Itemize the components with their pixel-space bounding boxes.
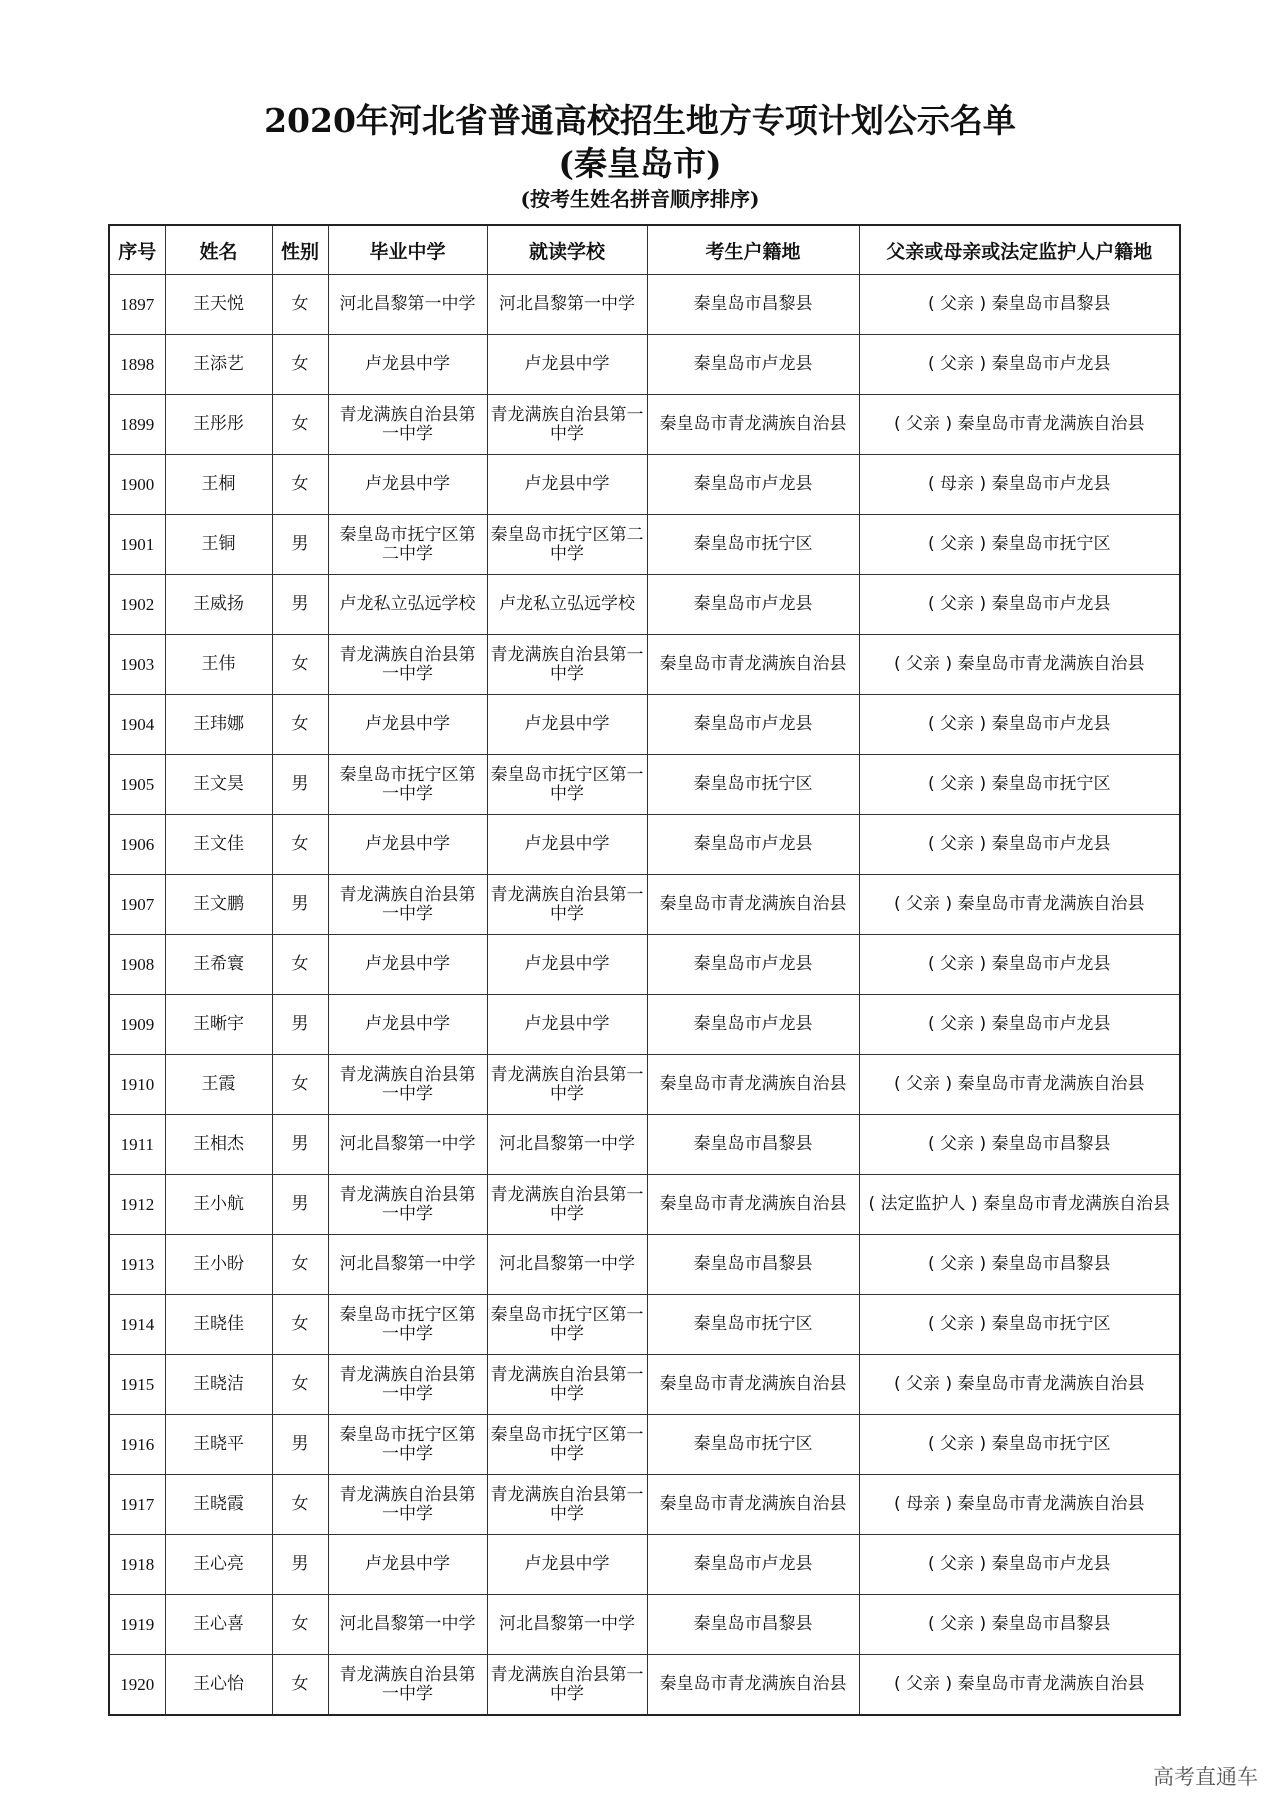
cell-current-school: 青龙满族自治县第一中学	[487, 395, 647, 455]
cell-no: 1900	[109, 455, 165, 515]
cell-name: 王天悦	[165, 275, 272, 335]
cell-gender: 女	[272, 1655, 328, 1716]
cell-guardian-hukou: ( 父亲 ) 秦皇岛市抚宁区	[859, 755, 1180, 815]
cell-grad-school: 青龙满族自治县第一中学	[328, 1475, 487, 1535]
cell-gender: 男	[272, 1175, 328, 1235]
cell-grad-school: 青龙满族自治县第一中学	[328, 395, 487, 455]
cell-guardian-hukou: ( 父亲 ) 秦皇岛市昌黎县	[859, 275, 1180, 335]
cell-hukou: 秦皇岛市卢龙县	[647, 935, 859, 995]
cell-no: 1907	[109, 875, 165, 935]
cell-hukou: 秦皇岛市卢龙县	[647, 455, 859, 515]
cell-current-school: 卢龙县中学	[487, 1535, 647, 1595]
cell-current-school: 卢龙县中学	[487, 815, 647, 875]
table-row	[109, 1175, 1180, 1235]
cell-name: 王文昊	[165, 755, 272, 815]
cell-grad-school: 青龙满族自治县第一中学	[328, 1175, 487, 1235]
table-row	[109, 995, 1180, 1055]
cell-no: 1918	[109, 1535, 165, 1595]
cell-grad-school: 青龙满族自治县第一中学	[328, 1055, 487, 1115]
cell-guardian-hukou: ( 父亲 ) 秦皇岛市青龙满族自治县	[859, 635, 1180, 695]
table-row	[109, 335, 1180, 395]
table-row	[109, 515, 1180, 575]
cell-name: 王霞	[165, 1055, 272, 1115]
cell-current-school: 卢龙县中学	[487, 335, 647, 395]
cell-hukou: 秦皇岛市青龙满族自治县	[647, 395, 859, 455]
cell-grad-school: 秦皇岛市抚宁区第一中学	[328, 1295, 487, 1355]
cell-name: 王晓霞	[165, 1475, 272, 1535]
cell-current-school: 秦皇岛市抚宁区第一中学	[487, 755, 647, 815]
cell-current-school: 秦皇岛市抚宁区第二中学	[487, 515, 647, 575]
cell-gender: 女	[272, 455, 328, 515]
cell-grad-school: 河北昌黎第一中学	[328, 275, 487, 335]
cell-current-school: 秦皇岛市抚宁区第一中学	[487, 1295, 647, 1355]
cell-grad-school: 河北昌黎第一中学	[328, 1595, 487, 1655]
cell-name: 王桐	[165, 455, 272, 515]
cell-hukou: 秦皇岛市抚宁区	[647, 515, 859, 575]
cell-grad-school: 河北昌黎第一中学	[328, 1235, 487, 1295]
cell-grad-school: 青龙满族自治县第一中学	[328, 1655, 487, 1716]
cell-no: 1908	[109, 935, 165, 995]
cell-current-school: 卢龙私立弘远学校	[487, 575, 647, 635]
cell-guardian-hukou: ( 父亲 ) 秦皇岛市卢龙县	[859, 995, 1180, 1055]
cell-current-school: 河北昌黎第一中学	[487, 1235, 647, 1295]
page-subtitle: (秦皇岛市)	[558, 144, 722, 183]
cell-gender: 男	[272, 995, 328, 1055]
table-row	[109, 455, 1180, 515]
cell-grad-school: 卢龙县中学	[328, 695, 487, 755]
table-row	[109, 1655, 1180, 1716]
table-row	[109, 275, 1180, 335]
cell-hukou: 秦皇岛市青龙满族自治县	[647, 1355, 859, 1415]
cell-grad-school: 卢龙县中学	[328, 995, 487, 1055]
cell-hukou: 秦皇岛市昌黎县	[647, 275, 859, 335]
cell-grad-school: 卢龙县中学	[328, 935, 487, 995]
cell-hukou: 秦皇岛市卢龙县	[647, 1535, 859, 1595]
cell-current-school: 青龙满族自治县第一中学	[487, 1175, 647, 1235]
cell-no: 1898	[109, 335, 165, 395]
table-row	[109, 395, 1180, 455]
cell-guardian-hukou: ( 父亲 ) 秦皇岛市卢龙县	[859, 815, 1180, 875]
cell-hukou: 秦皇岛市卢龙县	[647, 815, 859, 875]
cell-name: 王伟	[165, 635, 272, 695]
cell-no: 1917	[109, 1475, 165, 1535]
cell-grad-school: 青龙满族自治县第一中学	[328, 875, 487, 935]
cell-name: 王小航	[165, 1175, 272, 1235]
cell-gender: 女	[272, 695, 328, 755]
col-header-current-school: 就读学校	[487, 225, 647, 275]
cell-gender: 男	[272, 1415, 328, 1475]
cell-guardian-hukou: ( 父亲 ) 秦皇岛市昌黎县	[859, 1235, 1180, 1295]
cell-name: 王心亮	[165, 1535, 272, 1595]
cell-name: 王晓洁	[165, 1355, 272, 1415]
table-row	[109, 1115, 1180, 1175]
cell-guardian-hukou: ( 父亲 ) 秦皇岛市卢龙县	[859, 695, 1180, 755]
table-row	[109, 1235, 1180, 1295]
cell-name: 王小盼	[165, 1235, 272, 1295]
cell-no: 1899	[109, 395, 165, 455]
cell-name: 王相杰	[165, 1115, 272, 1175]
table-row	[109, 755, 1180, 815]
cell-no: 1912	[109, 1175, 165, 1235]
cell-hukou: 秦皇岛市青龙满族自治县	[647, 1655, 859, 1716]
cell-no: 1910	[109, 1055, 165, 1115]
cell-hukou: 秦皇岛市昌黎县	[647, 1235, 859, 1295]
cell-name: 王添艺	[165, 335, 272, 395]
cell-no: 1903	[109, 635, 165, 695]
cell-no: 1920	[109, 1655, 165, 1716]
cell-hukou: 秦皇岛市青龙满族自治县	[647, 1475, 859, 1535]
cell-name: 王文鹏	[165, 875, 272, 935]
cell-current-school: 青龙满族自治县第一中学	[487, 1055, 647, 1115]
table-row	[109, 1055, 1180, 1115]
cell-hukou: 秦皇岛市抚宁区	[647, 755, 859, 815]
table-row	[109, 1535, 1180, 1595]
cell-hukou: 秦皇岛市昌黎县	[647, 1115, 859, 1175]
col-header-grad-school: 毕业中学	[328, 225, 487, 275]
cell-grad-school: 秦皇岛市抚宁区第一中学	[328, 1415, 487, 1475]
cell-hukou: 秦皇岛市青龙满族自治县	[647, 635, 859, 695]
cell-grad-school: 卢龙县中学	[328, 455, 487, 515]
cell-guardian-hukou: ( 父亲 ) 秦皇岛市昌黎县	[859, 1115, 1180, 1175]
cell-grad-school: 卢龙县中学	[328, 335, 487, 395]
cell-gender: 女	[272, 815, 328, 875]
table-row	[109, 875, 1180, 935]
col-header-no: 序号	[109, 225, 165, 275]
cell-guardian-hukou: ( 父亲 ) 秦皇岛市青龙满族自治县	[859, 1655, 1180, 1716]
cell-hukou: 秦皇岛市昌黎县	[647, 1595, 859, 1655]
cell-guardian-hukou: ( 父亲 ) 秦皇岛市青龙满族自治县	[859, 1055, 1180, 1115]
cell-no: 1911	[109, 1115, 165, 1175]
cell-no: 1915	[109, 1355, 165, 1415]
cell-gender: 男	[272, 1535, 328, 1595]
table-row	[109, 1355, 1180, 1415]
sort-note: (按考生姓名拼音顺序排序)	[520, 187, 760, 211]
cell-grad-school: 秦皇岛市抚宁区第一中学	[328, 755, 487, 815]
cell-current-school: 青龙满族自治县第一中学	[487, 635, 647, 695]
col-header-guardian-hukou: 父亲或母亲或法定监护人户籍地	[859, 225, 1180, 275]
cell-guardian-hukou: ( 法定监护人 ) 秦皇岛市青龙满族自治县	[859, 1175, 1180, 1235]
cell-hukou: 秦皇岛市卢龙县	[647, 575, 859, 635]
roster-body	[109, 275, 1180, 1716]
cell-gender: 男	[272, 515, 328, 575]
cell-current-school: 卢龙县中学	[487, 995, 647, 1055]
cell-hukou: 秦皇岛市抚宁区	[647, 1415, 859, 1475]
cell-current-school: 卢龙县中学	[487, 455, 647, 515]
cell-name: 王彤彤	[165, 395, 272, 455]
cell-guardian-hukou: ( 父亲 ) 秦皇岛市抚宁区	[859, 1295, 1180, 1355]
cell-gender: 女	[272, 1355, 328, 1415]
cell-guardian-hukou: ( 父亲 ) 秦皇岛市卢龙县	[859, 335, 1180, 395]
cell-name: 王心怡	[165, 1655, 272, 1716]
table-row	[109, 1415, 1180, 1475]
cell-guardian-hukou: ( 父亲 ) 秦皇岛市昌黎县	[859, 1595, 1180, 1655]
cell-gender: 女	[272, 935, 328, 995]
cell-current-school: 青龙满族自治县第一中学	[487, 1355, 647, 1415]
cell-current-school: 青龙满族自治县第一中学	[487, 1655, 647, 1716]
cell-no: 1906	[109, 815, 165, 875]
cell-current-school: 卢龙县中学	[487, 935, 647, 995]
cell-grad-school: 青龙满族自治县第一中学	[328, 635, 487, 695]
cell-grad-school: 青龙满族自治县第一中学	[328, 1355, 487, 1415]
cell-hukou: 秦皇岛市卢龙县	[647, 335, 859, 395]
cell-name: 王威扬	[165, 575, 272, 635]
cell-guardian-hukou: ( 父亲 ) 秦皇岛市青龙满族自治县	[859, 395, 1180, 455]
cell-hukou: 秦皇岛市青龙满族自治县	[647, 875, 859, 935]
cell-guardian-hukou: ( 父亲 ) 秦皇岛市卢龙县	[859, 935, 1180, 995]
cell-current-school: 青龙满族自治县第一中学	[487, 1475, 647, 1535]
cell-grad-school: 卢龙县中学	[328, 815, 487, 875]
cell-gender: 女	[272, 1595, 328, 1655]
cell-no: 1904	[109, 695, 165, 755]
cell-no: 1914	[109, 1295, 165, 1355]
table-row	[109, 635, 1180, 695]
cell-gender: 男	[272, 1115, 328, 1175]
cell-name: 王铜	[165, 515, 272, 575]
cell-grad-school: 河北昌黎第一中学	[328, 1115, 487, 1175]
cell-name: 王心喜	[165, 1595, 272, 1655]
cell-guardian-hukou: ( 父亲 ) 秦皇岛市卢龙县	[859, 1535, 1180, 1595]
roster-table	[108, 224, 1181, 1716]
cell-guardian-hukou: ( 父亲 ) 秦皇岛市抚宁区	[859, 515, 1180, 575]
cell-grad-school: 秦皇岛市抚宁区第二中学	[328, 515, 487, 575]
cell-no: 1919	[109, 1595, 165, 1655]
cell-hukou: 秦皇岛市青龙满族自治县	[647, 1175, 859, 1235]
cell-no: 1897	[109, 275, 165, 335]
table-row	[109, 1475, 1180, 1535]
cell-current-school: 卢龙县中学	[487, 695, 647, 755]
cell-current-school: 秦皇岛市抚宁区第一中学	[487, 1415, 647, 1475]
cell-gender: 女	[272, 275, 328, 335]
cell-no: 1902	[109, 575, 165, 635]
cell-gender: 女	[272, 395, 328, 455]
cell-gender: 男	[272, 575, 328, 635]
table-row	[109, 935, 1180, 995]
table-row	[109, 575, 1180, 635]
table-row	[109, 815, 1180, 875]
table-row	[109, 1295, 1180, 1355]
cell-no: 1909	[109, 995, 165, 1055]
cell-gender: 女	[272, 1295, 328, 1355]
watermark: 高考直通车	[1153, 1765, 1258, 1789]
col-header-name: 姓名	[165, 225, 272, 275]
cell-gender: 男	[272, 875, 328, 935]
cell-current-school: 河北昌黎第一中学	[487, 1595, 647, 1655]
cell-current-school: 河北昌黎第一中学	[487, 275, 647, 335]
cell-no: 1916	[109, 1415, 165, 1475]
cell-hukou: 秦皇岛市抚宁区	[647, 1295, 859, 1355]
cell-current-school: 青龙满族自治县第一中学	[487, 875, 647, 935]
cell-grad-school: 卢龙县中学	[328, 1535, 487, 1595]
table-header-row	[109, 225, 1180, 275]
cell-guardian-hukou: ( 母亲 ) 秦皇岛市卢龙县	[859, 455, 1180, 515]
col-header-hukou: 考生户籍地	[647, 225, 859, 275]
cell-guardian-hukou: ( 父亲 ) 秦皇岛市抚宁区	[859, 1415, 1180, 1475]
cell-current-school: 河北昌黎第一中学	[487, 1115, 647, 1175]
cell-no: 1901	[109, 515, 165, 575]
cell-name: 王晰宇	[165, 995, 272, 1055]
table-row	[109, 695, 1180, 755]
cell-guardian-hukou: ( 父亲 ) 秦皇岛市青龙满族自治县	[859, 1355, 1180, 1415]
table-row	[109, 1595, 1180, 1655]
cell-gender: 女	[272, 1235, 328, 1295]
cell-guardian-hukou: ( 母亲 ) 秦皇岛市青龙满族自治县	[859, 1475, 1180, 1535]
cell-gender: 女	[272, 1055, 328, 1115]
col-header-gender: 性别	[272, 225, 328, 275]
cell-name: 王希寰	[165, 935, 272, 995]
cell-gender: 女	[272, 635, 328, 695]
cell-hukou: 秦皇岛市青龙满族自治县	[647, 1055, 859, 1115]
cell-guardian-hukou: ( 父亲 ) 秦皇岛市卢龙县	[859, 575, 1180, 635]
cell-hukou: 秦皇岛市卢龙县	[647, 995, 859, 1055]
cell-no: 1913	[109, 1235, 165, 1295]
cell-name: 王晓平	[165, 1415, 272, 1475]
cell-gender: 女	[272, 1475, 328, 1535]
cell-name: 王晓佳	[165, 1295, 272, 1355]
cell-gender: 女	[272, 335, 328, 395]
cell-gender: 男	[272, 755, 328, 815]
cell-no: 1905	[109, 755, 165, 815]
cell-grad-school: 卢龙私立弘远学校	[328, 575, 487, 635]
cell-name: 王文佳	[165, 815, 272, 875]
cell-guardian-hukou: ( 父亲 ) 秦皇岛市青龙满族自治县	[859, 875, 1180, 935]
cell-hukou: 秦皇岛市卢龙县	[647, 695, 859, 755]
cell-name: 王玮娜	[165, 695, 272, 755]
page-title: 2020年河北省普通高校招生地方专项计划公示名单	[264, 101, 1016, 140]
